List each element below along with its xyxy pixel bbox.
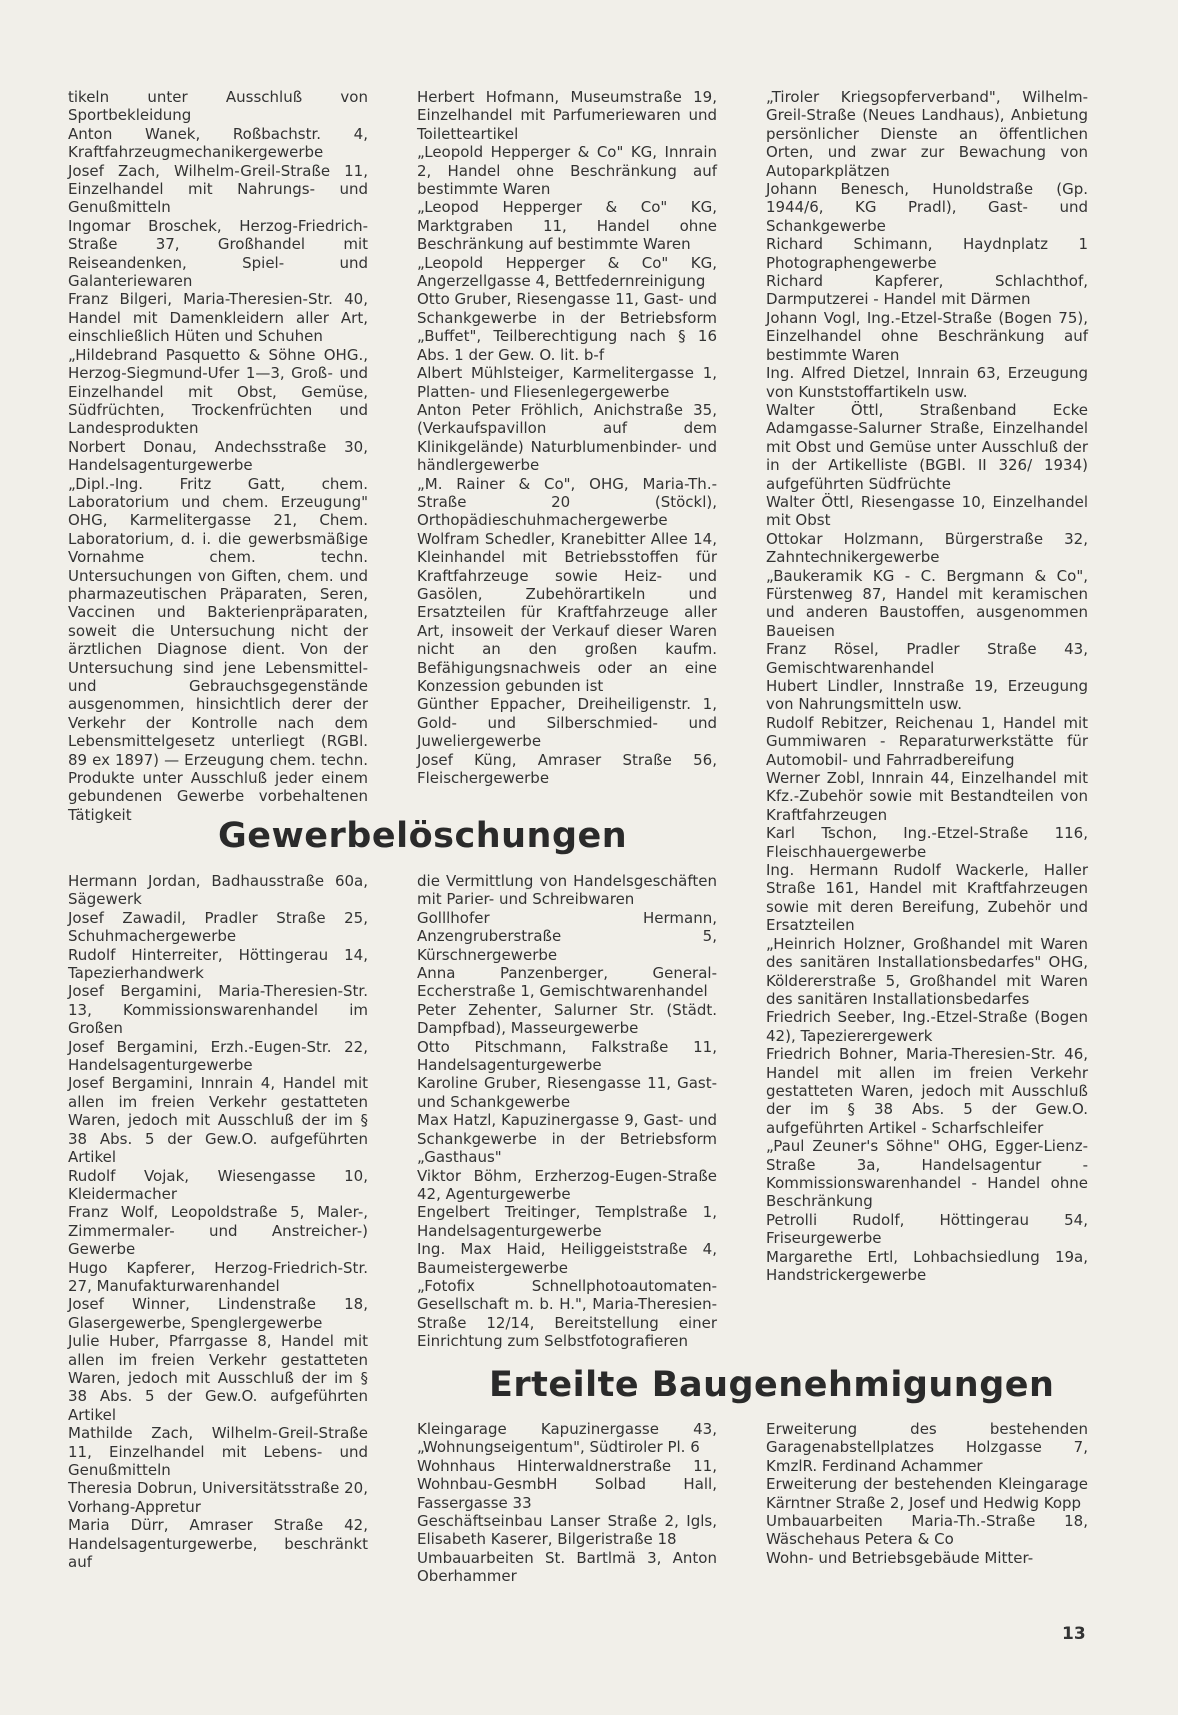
entry: „Fotofix Schnellphotoautomaten- Gesellschaft m. b. H.", Maria-Theresien-Straße 12/14, Bereitstellung einer Einrichtung zum Selbstfotografieren bbox=[417, 1276, 717, 1351]
entry: Ottokar Holzmann, Bürgerstraße 32, Zahntechnikergewerbe bbox=[766, 529, 1088, 567]
loeschungen-column-1 bbox=[68, 872, 368, 1571]
entry: Walter Öttl, Riesengasse 10, Einzelhandel mit Obst bbox=[766, 492, 1088, 530]
entry: Walter Öttl, Straßenband Ecke Adamgasse-Salurner Straße, Einzelhandel mit Obst und Gemüse unter Ausschluß der in der Artikelliste (BGBl. II 326/ 1934) aufgeführten Südfrüchte bbox=[766, 400, 1088, 493]
entry: Viktor Böhm, Erzherzog-Eugen-Straße 42, Agenturgewerbe bbox=[417, 1166, 717, 1203]
entry: Josef Bergamini, Innrain 4, Handel mit allen im freien Verkehr gestatteten Waren, jedoch mit Ausschluß der im § 38 Abs. 5 der Gew.O. aufgeführten Artikel bbox=[68, 1074, 368, 1167]
entry: Norbert Donau, Andechsstraße 30, Handelsagenturgewerbe bbox=[68, 437, 368, 475]
entry: Anna Panzenberger, General-Eccherstraße 1, Gemischtwarenhandel bbox=[417, 964, 717, 1001]
entry: Josef Küng, Amraser Straße 56, Fleischergewerbe bbox=[417, 750, 717, 788]
entry: „Hildebrand Pasquetto & Söhne OHG., Herzog-Siegmund-Ufer 1—3, Groß- und Einzelhandel mit Obst, Gemüse, Südfrüchten, Trockenfrüchten und Landesprodukten bbox=[68, 345, 368, 438]
entry: Josef Zawadil, Pradler Straße 25, Schuhmachergewerbe bbox=[68, 908, 368, 946]
entry: „Leopod Hepperger & Co" KG, Marktgraben 11, Handel ohne Beschränkung auf bestimmte Waren bbox=[417, 198, 717, 254]
entry: Kleingarage Kapuzinergasse 43, „Wohnungseigentum", Südtiroler Pl. 6 bbox=[417, 1420, 717, 1457]
baugenehmigungen-column-2 bbox=[766, 1420, 1088, 1567]
entry: Umbauarbeiten St. Bartlmä 3, Anton Oberhammer bbox=[417, 1548, 717, 1586]
entry: Engelbert Treitinger, Templstraße 1, Handelsagenturgewerbe bbox=[417, 1203, 717, 1240]
entry: Ing. Alfred Dietzel, Innrain 63, Erzeugung von Kunststoffartikeln usw. bbox=[766, 364, 1088, 401]
baugenehmigungen-heading: Erteilte Baugenehmigungen bbox=[489, 1365, 1055, 1405]
entry: tikeln unter Ausschluß von Sportbekleidung bbox=[68, 88, 368, 125]
entry: „Leopold Hepperger & Co" KG, Innrain 2, Handel ohne Beschränkung auf bestimmte Waren bbox=[417, 143, 717, 199]
entry: Franz Bilgeri, Maria-Theresien-Str. 40, Handel mit Damenkleidern aller Art, einschließlich Hüten und Schuhen bbox=[68, 290, 368, 346]
entry: Wohn- und Betriebsgebäude Mitter- bbox=[766, 1548, 1034, 1567]
column-3 bbox=[766, 88, 1088, 1284]
entry: Theresia Dobrun, Universitätsstraße 20, Vorhang-Appretur bbox=[68, 1479, 368, 1516]
entry: Herbert Hofmann, Museumstraße 19, Einzelhandel mit Parfumeriewaren und Toiletteartikel bbox=[417, 88, 717, 143]
entry: „Heinrich Holzner, Großhandel mit Waren des sanitären Installationsbedarfes" OHG, Köldererstraße 5, Großhandel mit Waren des sanitären Installationsbedarfes bbox=[766, 934, 1088, 1008]
entry: Golllhofer Hermann, Anzengruberstraße 5, Kürschnergewerbe bbox=[417, 908, 717, 964]
entry: Josef Zach, Wilhelm-Greil-Straße 11, Einzelhandel mit Nahrungs- und Genußmitteln bbox=[68, 161, 368, 217]
entry: „Tiroler Kriegsopferverband", Wilhelm-Greil-Straße (Neues Landhaus), Anbietung persönlicher Dienste an öffentlichen Orten, und zwar zur Bewachung von Autoparkplätzen bbox=[766, 88, 1088, 180]
entry: Friedrich Seeber, Ing.-Etzel-Straße (Bogen 42), Tapezierergewerk bbox=[766, 1008, 1088, 1045]
entry: Josef Winner, Lindenstraße 18, Glasergewerbe, Spenglergewerbe bbox=[68, 1295, 368, 1332]
entry: Maria Dürr, Amraser Straße 42, Handelsagenturgewerbe, beschränkt auf bbox=[68, 1516, 368, 1572]
entry: „Leopold Hepperger & Co" KG, Angerzellgasse 4, Bettfedernreinigung bbox=[417, 253, 717, 291]
page-number: 13 bbox=[1062, 1624, 1086, 1644]
baugenehmigungen-column-1 bbox=[417, 1420, 717, 1586]
entry: die Vermittlung von Handelsgeschäften mit Parier- und Schreibwaren bbox=[417, 872, 717, 909]
entry: „Paul Zeuner's Söhne" OHG, Egger-Lienz-Straße 3a, Handelsagentur - Kommissionswarenhandel - Handel ohne Beschränkung bbox=[766, 1137, 1088, 1211]
entry: Richard Schimann, Haydnplatz 1 Photographengewerbe bbox=[766, 235, 1088, 272]
loeschungen-column-2 bbox=[417, 872, 717, 1351]
entry: Peter Zehenter, Salurner Str. (Städt. Dampfbad), Masseurgewerbe bbox=[417, 1000, 717, 1038]
entry: Wohnhaus Hinterwaldnerstraße 11, Wohnbau-GesmbH Solbad Hall, Fassergasse 33 bbox=[417, 1456, 717, 1512]
gewerbeloeschungen-heading: Gewerbelöschungen bbox=[218, 816, 628, 856]
entry: Albert Mühlsteiger, Karmelitergasse 1, Platten- und Fliesenlegergewerbe bbox=[417, 364, 717, 401]
top-column-2 bbox=[417, 88, 717, 787]
entry: Max Hatzl, Kapuzinergasse 9, Gast- und Schankgewerbe in der Betriebsform „Gasthaus" bbox=[417, 1111, 717, 1167]
top-column-1 bbox=[68, 88, 368, 824]
entry: „Baukeramik KG - C. Bergmann & Co", Fürstenweg 87, Handel mit keramischen und anderen Baustoffen, ausgenommen Baueisen bbox=[766, 566, 1088, 640]
entry: Werner Zobl, Innrain 44, Einzelhandel mit Kfz.-Zubehör sowie mit Bestandteilen von Kraftfahrzeugen bbox=[766, 769, 1088, 824]
entry: Johann Benesch, Hunoldstraße (Gp. 1944/6, KG Pradl), Gast- und Schankgewerbe bbox=[766, 180, 1088, 235]
entry: Günther Eppacher, Dreiheiligenstr. 1, Gold- und Silberschmied- und Juweliergewerbe bbox=[417, 695, 717, 751]
entry: Hugo Kapferer, Herzog-Friedrich-Str. 27, Manufakturwarenhandel bbox=[68, 1258, 368, 1295]
entry: Mathilde Zach, Wilhelm-Greil-Straße 11, Einzelhandel mit Lebens- und Genußmitteln bbox=[68, 1424, 368, 1479]
entry: Umbauarbeiten Maria-Th.-Straße 18, Wäschehaus Petera & Co bbox=[766, 1512, 1088, 1549]
entry: Geschäftseinbau Lanser Straße 2, Igls, Elisabeth Kaserer, Bilgeristraße 18 bbox=[417, 1512, 717, 1549]
entry: Ingomar Broschek, Herzog-Friedrich-Straße 37, Großhandel mit Reiseandenken, Spiel- und Galanteriewaren bbox=[68, 216, 368, 291]
entry: Richard Kapferer, Schlachthof, Darmputzerei - Handel mit Därmen bbox=[766, 272, 1088, 309]
entry: Karl Tschon, Ing.-Etzel-Straße 116, Fleischhauergewerbe bbox=[766, 824, 1088, 861]
entry: Otto Gruber, Riesengasse 11, Gast- und Schankgewerbe in der Betriebsform „Buffet", Teilberechtigung nach § 16 Abs. 1 der Gew. O. lit. b-f bbox=[417, 290, 717, 364]
entry: Friedrich Bohner, Maria-Theresien-Str. 46, Handel mit allen im freien Verkehr gestatteten Waren, jedoch mit Ausschluß der im § 38 Abs. 5 der Gew.O. aufgeführten Artikel - Scharfschleifer bbox=[766, 1045, 1088, 1137]
entry: Anton Wanek, Roßbachstr. 4, Kraftfahrzeugmechanikergewerbe bbox=[68, 124, 368, 162]
entry: Margarethe Ertl, Lohbachsiedlung 19a, Handstrickergewerbe bbox=[766, 1247, 1088, 1284]
entry: Johann Vogl, Ing.-Etzel-Straße (Bogen 75), Einzelhandel ohne Beschränkung auf bestimmte Waren bbox=[766, 308, 1088, 364]
entry: „M. Rainer & Co", OHG, Maria-Th.-Straße 20 (Stöckl), Orthopädieschuhmachergewerbe bbox=[417, 474, 717, 530]
entry: Erweiterung der bestehenden Kleingarage Kärntner Straße 2, Josef und Hedwig Kopp bbox=[766, 1475, 1088, 1512]
entry: Hubert Lindler, Innstraße 19, Erzeugung von Nahrungsmitteln usw. bbox=[766, 677, 1088, 714]
entry: Otto Pitschmann, Falkstraße 11, Handelsagenturgewerbe bbox=[417, 1037, 717, 1075]
entry: Rudolf Hinterreiter, Höttingerau 14, Tapezierhandwerk bbox=[68, 945, 368, 983]
entry: Franz Wolf, Leopoldstraße 5, Maler-, Zimmermaler- und Anstreicher-) Gewerbe bbox=[68, 1203, 368, 1259]
entry: Franz Rösel, Pradler Straße 43, Gemischtwarenhandel bbox=[766, 640, 1088, 677]
entry: Julie Huber, Pfarrgasse 8, Handel mit allen im freien Verkehr gestatteten Waren, jedoch mit Ausschluß der im § 38 Abs. 5 der Gew.O. aufgeführten Artikel bbox=[68, 1332, 368, 1424]
entry: Ing. Hermann Rudolf Wackerle, Haller Straße 161, Handel mit Kraftfahrzeugen sowie mit deren Bereifung, Zubehör und Ersatzteilen bbox=[766, 861, 1088, 935]
entry: Rudolf Vojak, Wiesengasse 10, Kleidermacher bbox=[68, 1166, 368, 1203]
entry: Ing. Max Haid, Heiliggeiststraße 4, Baumeistergewerbe bbox=[417, 1240, 717, 1277]
entry: Rudolf Rebitzer, Reichenau 1, Handel mit Gummiwaren - Reparaturwerkstätte für Automobil- und Fahrradbereifung bbox=[766, 713, 1088, 769]
entry: Wolfram Schedler, Kranebitter Allee 14, Kleinhandel mit Betriebsstoffen für Kraftfahrzeuge sowie Heiz- und Gasölen, Zubehörartikeln und Ersatzteilen für Kraftfahrzeuge aller Art, insoweit der Verkauf dieser Waren nicht an den großen kaufm. Befähigungsnachweis oder an eine Konzession gebunden ist bbox=[417, 529, 717, 695]
entry: Hermann Jordan, Badhausstraße 60a, Sägewerk bbox=[68, 872, 368, 909]
entry: Karoline Gruber, Riesengasse 11, Gast- und Schankgewerbe bbox=[417, 1074, 717, 1111]
entry: Josef Bergamini, Maria-Theresien-Str. 13, Kommissionswarenhandel im Großen bbox=[68, 982, 368, 1038]
entry: Anton Peter Fröhlich, Anichstraße 35, (Verkaufspavillon auf dem Klinikgelände) Naturblumenbinder- und händlergewerbe bbox=[417, 400, 717, 475]
entry: „Dipl.-Ing. Fritz Gatt, chem. Laboratorium und chem. Erzeugung" OHG, Karmelitergasse 21, Chem. Laboratorium, d. i. die gewerbsmäßige Vornahme chem. techn. Untersuchungen von Giften, chem. und pharmazeutischen Präparaten, Seren, Vaccinen und Bakterienpräparaten, soweit die Untersuchung nicht der ärztlichen Diagnose dient. Von der Untersuchung sind jene Lebensmittel- und Gebrauchsgegenstände ausgenommen, hinsichtlich derer der Verkehr der Kontrolle nach dem Lebensmittelgesetz unterliegt (RGBl. 89 ex 1897) — Erzeugung chem. techn. Produkte unter Ausschluß jeder einem gebundenen Gewerbe vorbehaltenen Tätigkeit bbox=[68, 474, 368, 824]
entry: Erweiterung des bestehenden Garagenabstellplatzes Holzgasse 7, KmzlR. Ferdinand Achammer bbox=[766, 1420, 1088, 1475]
entry: Josef Bergamini, Erzh.-Eugen-Str. 22, Handelsagenturgewerbe bbox=[68, 1037, 368, 1075]
entry: Petrolli Rudolf, Höttingerau 54, Friseurgewerbe bbox=[766, 1210, 1088, 1248]
